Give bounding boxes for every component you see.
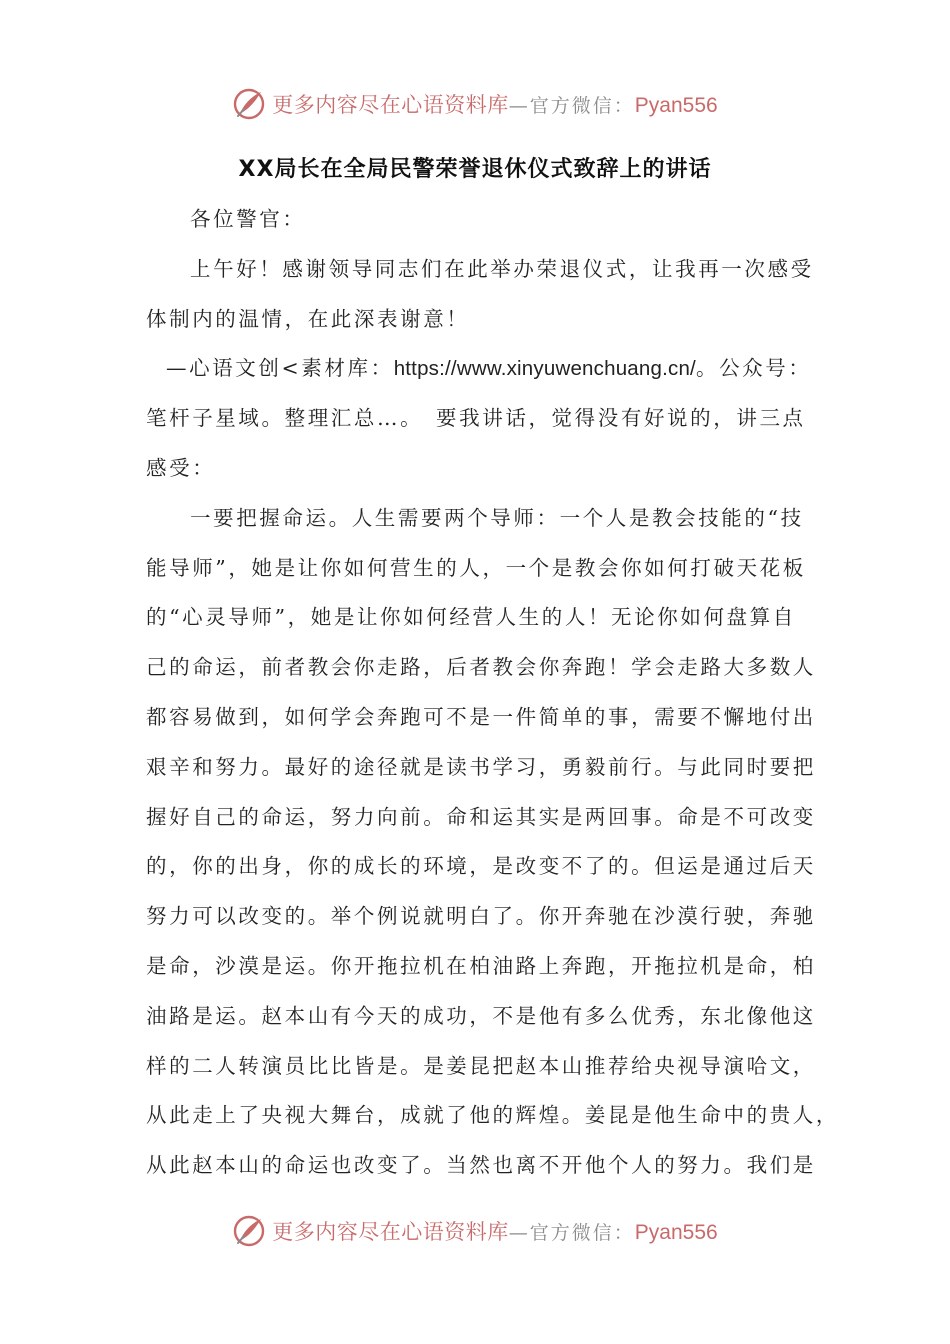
paragraph-line: 从此走上了央视大舞台，成就了他的辉煌。姜昆是他生命中的贵人， [146,1103,839,1128]
paragraph-line: 油路是运。赵本山有今天的成功，不是他有多么优秀，东北像他这 [146,1003,816,1028]
paragraph-line: 感受： [146,455,216,480]
paragraph-line: 能导师”，她是让你如何营生的人，一个是教会你如何打破天花板 [146,555,806,580]
paragraph-line: 努力可以改变的。举个例说就明白了。你开奔驰在沙漠行驶，奔驰 [146,904,816,929]
paragraph-line: 体制内的温情，在此深表谢意！ [146,306,470,331]
watermark-sub-text: —官方微信： [508,95,635,117]
watermark-handle: Pyan556 [634,1221,718,1244]
paragraph-line: 样的二人转演员比比皆是。是姜昆把赵本山推荐给央视导演哈文， [146,1053,816,1078]
quill-pen-logo-icon [232,87,266,121]
paragraph-line: 都容易做到，如何学会奔跑可不是一件简单的事，需要不懈地付出 [146,704,816,729]
salutation-line: 各位警官： [190,207,306,231]
watermark-main-text: 更多内容尽在心语资料库 [272,1220,509,1244]
watermark-handle: Pyan556 [634,94,718,117]
source-suffix: 。公众号： [695,356,812,381]
watermark-sub-text: —官方微信： [508,1222,635,1244]
watermark-text [272,1216,717,1246]
paragraph-line: 上午好！感谢领导同志们在此举办荣退仪式，让我再一次感受 [190,256,814,281]
document-body [146,195,839,1191]
paragraph-line: 笔杆子星域。整理汇总…。 要我讲话，觉得没有好说的，讲三点 [146,406,806,431]
paragraph-line: 艰辛和努力。最好的途径就是读书学习，勇毅前行。与此同时要把 [146,754,816,779]
paragraph-line: 的，你的出身，你的成长的环境，是改变不了的。但运是通过后天 [146,854,816,879]
watermark-text [272,89,717,119]
watermark-banner-top [0,84,950,124]
watermark-main-text: 更多内容尽在心语资料库 [272,93,509,117]
paragraph-line: 握好自己的命运，努力向前。命和运其实是两回事。命是不可改变 [146,804,816,829]
paragraph-line: 的“心灵导师”，她是让你如何经营人生的人！无论你如何盘算自 [146,605,796,630]
paragraph-line: 是命，沙漠是运。你开拖拉机在柏油路上奔跑，开拖拉机是命，柏 [146,953,816,978]
source-url-link[interactable]: https://www.xinyuwenchuang.cn/ [393,357,696,381]
document-title: XX局长在全局民警荣誉退休仪式致辞上的讲话 [238,157,712,182]
paragraph-line: 己的命运，前者教会你走路，后者教会你奔跑！学会走路大多数人 [146,655,816,680]
paragraph-line: 从此赵本山的命运也改变了。当然也离不开他个人的努力。我们是 [146,1153,816,1178]
paragraph-line: 一要把握命运。人生需要两个导师：一个人是教会技能的“技 [190,505,804,530]
quill-pen-logo-icon [232,1214,266,1248]
watermark-banner-bottom [0,1211,950,1251]
source-prefix: —心语文创<素材库： [166,356,394,381]
source-line [146,344,826,394]
